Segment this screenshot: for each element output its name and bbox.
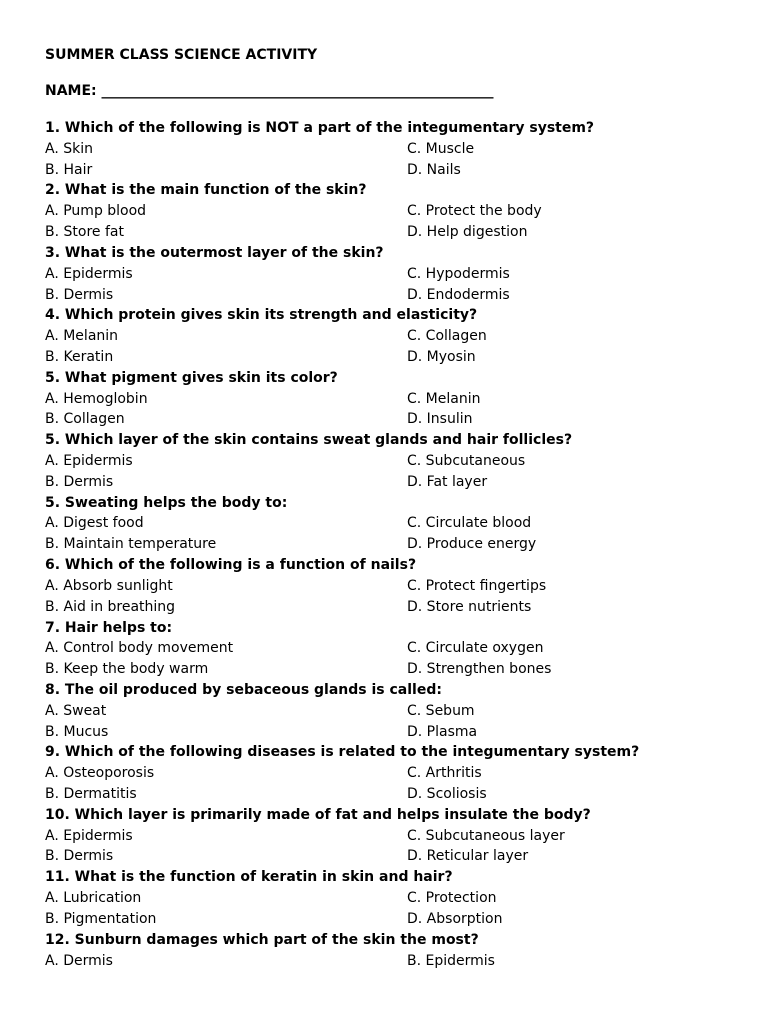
answer-option[interactable]: B. Maintain temperature: [45, 536, 217, 553]
answer-option[interactable]: C. Hypodermis: [407, 265, 510, 282]
name-label: NAME:: [45, 83, 97, 99]
answer-option[interactable]: C. Muscle: [407, 140, 475, 157]
answer-option[interactable]: A. Hemoglobin: [45, 390, 148, 407]
question-5: [45, 368, 745, 430]
question-text: 4. Which protein gives skin its strength and elasticity?: [45, 307, 478, 324]
name-field-row: [45, 81, 494, 101]
option-row: [45, 701, 745, 722]
option-row: [45, 160, 745, 181]
option-row: [45, 347, 745, 368]
question-text: 2. What is the main function of the skin?: [45, 182, 367, 199]
answer-option[interactable]: A. Melanin: [45, 328, 119, 345]
answer-option[interactable]: D. Reticular layer: [407, 848, 529, 865]
question-2: [45, 180, 745, 242]
answer-option[interactable]: A. Pump blood: [45, 203, 147, 220]
question-6: [45, 430, 745, 492]
answer-option[interactable]: C. Protect the body: [407, 203, 542, 220]
question-list: [45, 118, 745, 971]
option-row: [45, 139, 745, 160]
answer-option[interactable]: D. Nails: [407, 161, 461, 178]
question-1: [45, 118, 745, 180]
answer-option[interactable]: A. Dermis: [45, 952, 113, 969]
answer-option[interactable]: C. Melanin: [407, 390, 481, 407]
answer-option[interactable]: B. Dermis: [45, 286, 114, 303]
option-row: [45, 472, 745, 493]
question-text: 5. What pigment gives skin its color?: [45, 369, 338, 386]
answer-option[interactable]: A. Digest food: [45, 515, 144, 532]
answer-option[interactable]: B. Aid in breathing: [45, 598, 176, 615]
answer-option[interactable]: B. Dermis: [45, 473, 114, 490]
option-row: [45, 659, 745, 680]
answer-option[interactable]: B. Dermatitis: [45, 786, 137, 802]
answer-option[interactable]: D. Strengthen bones: [407, 661, 552, 678]
option-row: [45, 326, 745, 347]
answer-option[interactable]: D. Insulin: [407, 411, 473, 428]
answer-option[interactable]: D. Help digestion: [407, 224, 528, 241]
question-13: [45, 867, 745, 929]
option-row: [45, 389, 745, 410]
question-text: 8. The oil produced by sebaceous glands is called:: [45, 681, 442, 698]
answer-option[interactable]: B. Keratin: [45, 348, 114, 365]
answer-option[interactable]: A. Osteoporosis: [45, 765, 155, 782]
answer-option[interactable]: C. Subcutaneous: [407, 453, 526, 469]
option-row: [45, 888, 745, 909]
question-text: 9. Which of the following diseases is related to the integumentary system?: [45, 744, 640, 761]
option-row: [45, 534, 745, 555]
option-row: [45, 722, 745, 743]
question-12: [45, 805, 745, 867]
question-text: 5. Which layer of the skin contains sweat glands and hair follicles?: [45, 432, 573, 449]
question-8: [45, 555, 745, 617]
answer-option[interactable]: C. Circulate blood: [407, 515, 532, 532]
option-row: [45, 513, 745, 534]
option-row: [45, 846, 745, 867]
answer-option[interactable]: C. Collagen: [407, 328, 487, 345]
answer-option[interactable]: B. Epidermis: [407, 952, 495, 969]
answer-option[interactable]: A. Sweat: [45, 702, 107, 719]
option-row: [45, 826, 745, 847]
option-row: [45, 409, 745, 430]
answer-option[interactable]: D. Fat layer: [407, 473, 488, 490]
answer-option[interactable]: D. Scoliosis: [407, 786, 487, 802]
answer-option[interactable]: A. Epidermis: [45, 265, 133, 282]
answer-option[interactable]: B. Hair: [45, 161, 93, 178]
question-4: [45, 305, 745, 367]
question-text: 10. Which layer is primarily made of fat and helps insulate the body?: [45, 806, 591, 823]
option-row: [45, 638, 745, 659]
question-text: 6. Which of the following is a function of nails?: [45, 557, 417, 574]
answer-option[interactable]: C. Sebum: [407, 702, 475, 719]
question-text: 1. Which of the following is NOT a part of the integumentary system?: [45, 120, 595, 136]
option-row: [45, 222, 745, 243]
answer-option[interactable]: A. Epidermis: [45, 453, 133, 469]
name-blank-line[interactable]: ________________________________________________________: [101, 83, 494, 99]
question-text: 3. What is the outermost layer of the skin?: [45, 244, 384, 261]
option-row: [45, 451, 745, 472]
question-7: [45, 493, 745, 555]
answer-option[interactable]: C. Protect fingertips: [407, 577, 547, 594]
question-3: [45, 243, 745, 305]
answer-option[interactable]: C. Circulate oxygen: [407, 640, 544, 657]
answer-option[interactable]: D. Store nutrients: [407, 598, 532, 615]
question-text: 12. Sunburn damages which part of the skin the most?: [45, 931, 479, 948]
question-text: 11. What is the function of keratin in skin and hair?: [45, 869, 453, 886]
question-9: [45, 618, 745, 680]
answer-option[interactable]: A. Lubrication: [45, 890, 142, 907]
answer-option[interactable]: A. Control body movement: [45, 640, 234, 657]
answer-option[interactable]: D. Plasma: [407, 723, 478, 740]
answer-option[interactable]: B. Dermis: [45, 848, 114, 865]
answer-option[interactable]: A. Absorb sunlight: [45, 577, 173, 594]
question-10: [45, 680, 745, 742]
answer-option[interactable]: A. Epidermis: [45, 827, 133, 844]
option-row: [45, 201, 745, 222]
answer-option[interactable]: A. Skin: [45, 140, 93, 157]
option-row: [45, 951, 745, 972]
option-row: [45, 285, 745, 306]
answer-option[interactable]: C. Protection: [407, 890, 497, 907]
answer-option[interactable]: B. Mucus: [45, 723, 109, 740]
answer-option[interactable]: B. Keep the body warm: [45, 661, 209, 678]
question-11: [45, 742, 745, 804]
option-row: [45, 909, 745, 930]
question-14: [45, 930, 745, 972]
answer-option[interactable]: B. Store fat: [45, 224, 124, 241]
question-text: 5. Sweating helps the body to:: [45, 494, 288, 511]
answer-option[interactable]: D. Produce energy: [407, 536, 537, 553]
answer-option[interactable]: B. Pigmentation: [45, 910, 157, 927]
question-text: 7. Hair helps to:: [45, 619, 173, 636]
worksheet-title: SUMMER CLASS SCIENCE ACTIVITY: [45, 47, 318, 63]
answer-option[interactable]: D. Myosin: [407, 348, 476, 365]
option-row: [45, 576, 745, 597]
answer-option[interactable]: C. Arthritis: [407, 765, 482, 782]
option-row: [45, 597, 745, 618]
option-row: [45, 763, 745, 784]
option-row: [45, 784, 745, 805]
answer-option[interactable]: B. Collagen: [45, 411, 125, 428]
answer-option[interactable]: C. Subcutaneous layer: [407, 827, 565, 844]
option-row: [45, 264, 745, 285]
answer-option[interactable]: D. Endodermis: [407, 286, 510, 303]
answer-option[interactable]: D. Absorption: [407, 910, 503, 927]
